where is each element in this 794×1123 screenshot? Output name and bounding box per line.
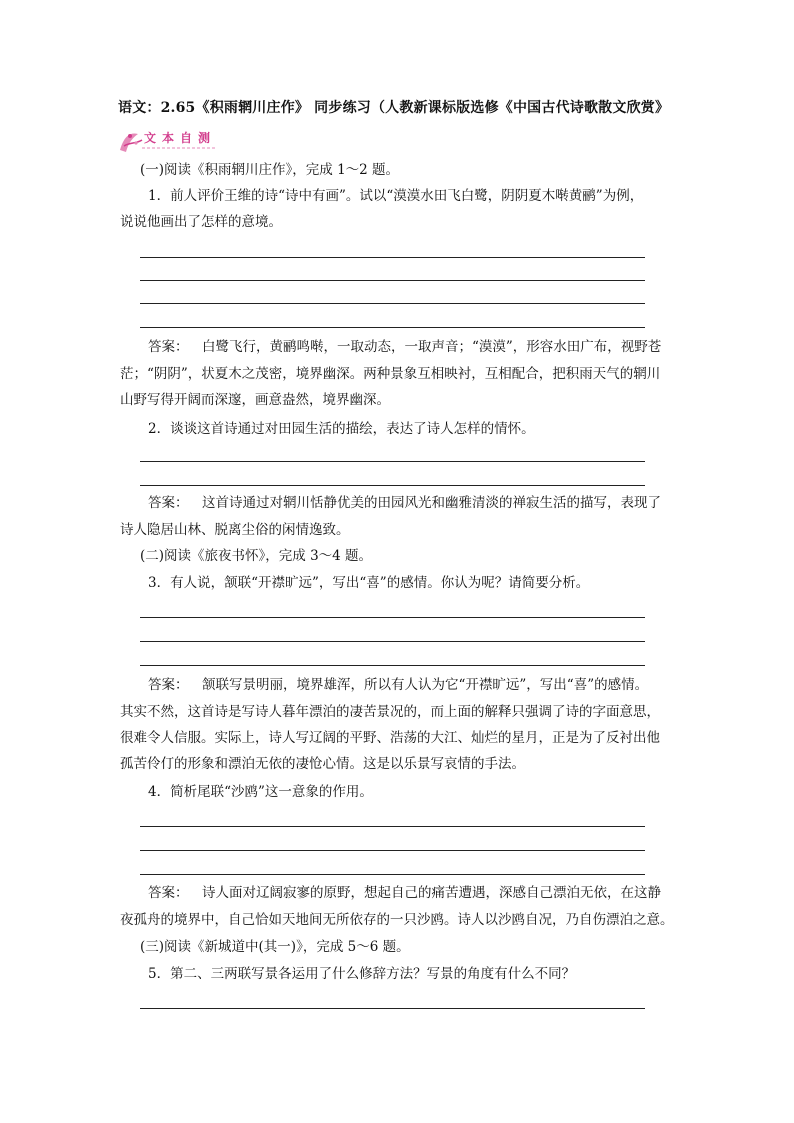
answer-text: 颔联写景明丽，境界雄浑，所以有人认为它“开襟旷远”，写出“喜”的感情。 <box>202 677 649 693</box>
answer-blank-line <box>140 641 645 642</box>
answer-blank-line <box>140 1008 645 1009</box>
answer-blank-line <box>140 461 645 462</box>
question-1-line-1: 1．前人评价王维的诗“诗中有画”。试以“漠漠水田飞白鹭，阴阴夏木啭黄鹂”为例， <box>148 188 644 204</box>
answer-2-line-2: 诗人隐居山林、脱离尘俗的闲情逸致。 <box>120 522 350 538</box>
answer-blank-line <box>140 874 645 875</box>
question-4-line-1: 4．简析尾联“沙鸥”这一意象的作用。 <box>148 784 373 800</box>
answer-1-line-2: 茫；“阴阴”，状夏木之茂密，境界幽深。两种景象互相映衬，互相配合，把积雨天气的辋川 <box>120 366 661 382</box>
answer-1-line-1 <box>148 337 661 357</box>
answer-blank-line <box>140 280 645 281</box>
question-1-line-2: 说说他画出了怎样的意境。 <box>120 214 282 230</box>
answer-3-line-4: 孤苦伶仃的形象和漂泊无依的凄怆心情。这是以乐景写哀情的手法。 <box>120 756 525 772</box>
answer-text: 白鹭飞行，黄鹂鸣啭，一取动态，一取声音；“漠漠”，形容水田广布，视野苍 <box>202 339 662 355</box>
answer-blank-line <box>140 826 645 827</box>
answer-blank-line <box>140 850 645 851</box>
question-2-line-1: 2．谈谈这首诗通过对田园生活的描绘，表达了诗人怎样的情怀。 <box>148 421 535 437</box>
answer-3-line-2: 其实不然，这首诗是写诗人暮年漂泊的凄苦景况的，而上面的解释只强调了诗的字面意思， <box>120 704 660 720</box>
answer-label: 答案： <box>148 495 189 511</box>
answer-text: 这首诗通过对辋川恬静优美的田园风光和幽雅清淡的禅寂生活的描写，表现了 <box>202 495 661 511</box>
answer-3-line-1 <box>148 675 648 695</box>
question-5-line-1: 5．第二、三两联写景各运用了什么修辞方法？写景的角度有什么不同？ <box>148 966 576 982</box>
question-3-line-1: 3．有人说，颔联“开襟旷远”，写出“喜”的感情。你认为呢？请简要分析。 <box>148 575 590 591</box>
answer-blank-line <box>140 665 645 666</box>
answer-2-line-1 <box>148 493 661 513</box>
answer-3-line-3: 很难令人信服。实际上，诗人写辽阔的平野、浩荡的大江、灿烂的星月，正是为了反衬出他 <box>120 730 660 746</box>
document-title: 语文：2.65《积雨辋川庄作》 同步练习（人教新课标版选修《中国古代诗歌散文欣赏》 <box>118 100 670 116</box>
answer-1-line-3: 山野写得开阔而深邃，画意盎然，境界幽深。 <box>120 392 390 408</box>
section-logo-text: 文本自测 <box>144 131 217 145</box>
part-heading: (三)阅读《新城道中(其一)》，完成 5～6 题。 <box>140 939 410 955</box>
answer-label: 答案： <box>148 677 189 693</box>
answer-label: 答案： <box>148 339 189 355</box>
answer-blank-line <box>140 485 645 486</box>
answer-blank-line <box>140 257 645 258</box>
answer-4-line-1 <box>148 883 661 903</box>
part-heading: (一)阅读《积雨辋川庄作》，完成 1～2 题。 <box>140 162 400 178</box>
answer-label: 答案： <box>148 885 189 901</box>
answer-blank-line <box>140 327 645 328</box>
answer-blank-line <box>140 617 645 618</box>
part-heading: (二)阅读《旅夜书怀》，完成 3～4 题。 <box>140 548 373 564</box>
answer-4-line-2: 夜孤舟的境界中，自己恰如天地间无所依存的一只沙鸥。诗人以沙鸥自况，乃自伤漂泊之意。 <box>120 912 674 928</box>
answer-text: 诗人面对辽阔寂寥的原野，想起自己的痛苦遭遇，深感自己漂泊无依，在这静 <box>202 885 661 901</box>
answer-blank-line <box>140 303 645 304</box>
